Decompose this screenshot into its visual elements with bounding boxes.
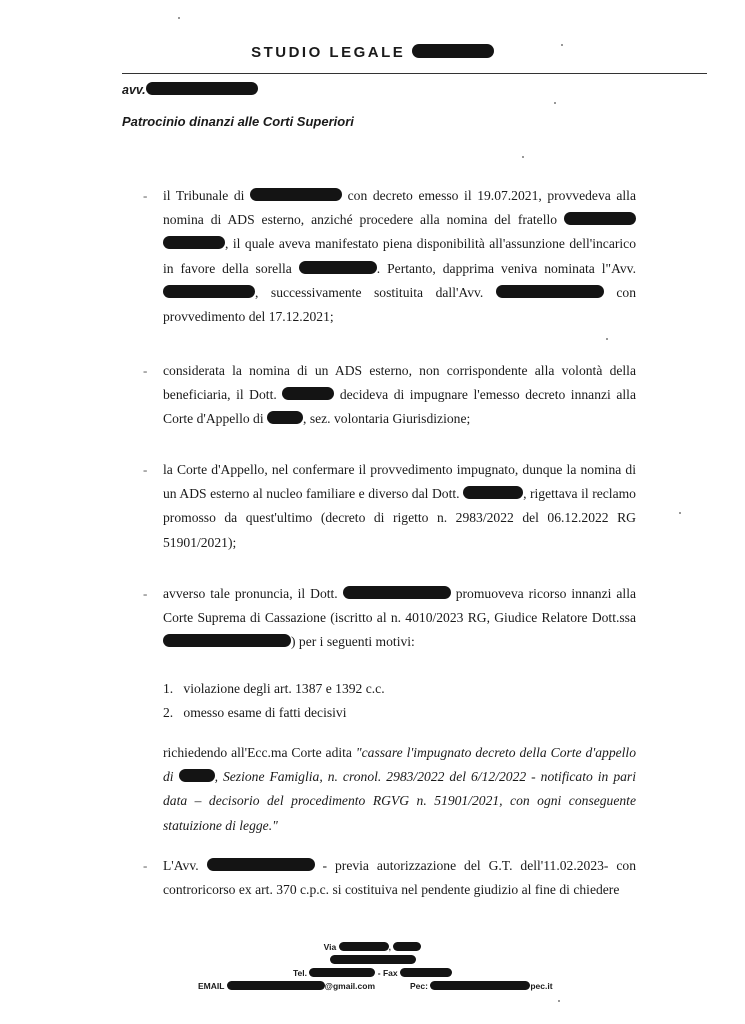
- text: considerata la nomina di un ADS esterno, non corrispondente alla volontà della beneficiaria, il Dott.: [163, 363, 636, 403]
- scan-speck: [606, 338, 608, 340]
- redacted-block: [207, 858, 315, 871]
- specialty-line: Patrocinio dinanzi alle Corti Superiori: [122, 114, 354, 129]
- paragraph-6: [163, 854, 636, 902]
- list-text: omesso esame di fatti decisivi: [183, 705, 347, 720]
- text: ) per i seguenti motivi:: [291, 634, 415, 650]
- text: richiedendo all'Ecc.ma Corte adita: [163, 745, 352, 760]
- redacted-block: [299, 261, 377, 274]
- text: . Pertanto, dapprima veniva nominata l"Avv.: [376, 260, 636, 276]
- paragraph-3: [163, 458, 636, 555]
- scan-speck: [558, 1000, 560, 1002]
- text: la Corte d'Appello, nel confermare il provvedimento impugnato, dunque la nomina di un ADS esterno al nucleo familiare e diverso dal Dott.: [163, 462, 636, 502]
- lawyer-name-line: [122, 82, 258, 97]
- text: , sez. volontaria Giurisdizione;: [303, 411, 471, 427]
- bullet-dash: -: [143, 462, 148, 477]
- email-label: EMAIL: [198, 981, 225, 991]
- scan-speck: [554, 102, 556, 104]
- letterhead-title: [0, 44, 745, 61]
- list-item: [163, 705, 347, 721]
- text: il quale aveva manifestato piena disponibilità all'assunzione dell'incarico in favore della sorella: [163, 236, 636, 276]
- footer-fax-label: - Fax: [377, 968, 398, 978]
- bullet-dash: -: [143, 363, 148, 378]
- redacted-block: [463, 486, 523, 499]
- redacted-block: [430, 981, 530, 990]
- redacted-block: [343, 586, 451, 599]
- paragraph-5: [163, 741, 636, 838]
- text: con decreto emesso il 19.07.2021, provvedeva alla nomina di ADS esterno, anziché procedere alla nomina del fratello: [163, 188, 636, 228]
- paragraph-1: il Tribunale di con decreto emesso il 19.07.2021, provvedeva alla nomina di ADS esterno, anziché procedere alla nomina del fratello , il quale aveva manifestato piena disponibilità all'assunzione dell'incarico in favore della sorella . Pertanto, dapprima veniva nominata l"Avv. , successivamente sostituita dall'Avv. con provvedimento del 17.12.2021;: [163, 188, 637, 325]
- quoted-text: , Sezione Famiglia, n. cronol. 2983/2022 del 6/12/2022 - notificato in pari data – decisorio del procedimento RGVG n. 51901/2021, con ogni conseguente statuizione di legge.": [163, 769, 636, 833]
- footer-tel-label: Tel.: [293, 968, 308, 978]
- redacted-block: [163, 285, 255, 298]
- quoted-text: "cassare l'impugnato decreto della Corte d'appello di: [163, 745, 636, 785]
- redacted-block: [282, 387, 334, 400]
- footer-address: Via ,: [0, 942, 745, 952]
- pec-domain: pec.it: [530, 981, 553, 991]
- redacted-block: [564, 212, 636, 225]
- redacted-block: [496, 285, 604, 298]
- redacted-block: [339, 942, 389, 951]
- redacted-block: [400, 968, 452, 977]
- redacted-block: [163, 634, 291, 647]
- redacted-block: [393, 942, 421, 951]
- firm-name: STUDIO LEGALE: [251, 44, 406, 61]
- text: L'Avv.: [163, 858, 199, 873]
- redacted-block: [227, 981, 325, 990]
- scan-speck: [679, 512, 681, 514]
- bullet-dash: -: [143, 188, 148, 203]
- text: , rigettava il reclamo promosso da quest'ultimo (decreto di rigetto n. 2983/2022 del 06.12.2022 RG 51901/2021);: [163, 486, 636, 550]
- paragraph-4: [163, 582, 636, 655]
- footer-pec: [410, 981, 553, 991]
- email-domain: @gmail.com: [324, 981, 375, 991]
- list-text: violazione degli art. 1387 e 1392 c.c.: [183, 681, 385, 696]
- text: il Tribunale di: [163, 188, 245, 203]
- redacted-block: [163, 236, 225, 249]
- redacted-block: [250, 188, 342, 201]
- scan-speck: [561, 44, 563, 46]
- redacted-block: [267, 411, 303, 424]
- redacted-block: [146, 82, 258, 95]
- list-number: 2.: [163, 705, 174, 720]
- bullet-dash: -: [143, 858, 148, 873]
- scan-speck: [522, 156, 524, 158]
- text: , successivamente sostituita dall'Avv.: [255, 284, 484, 300]
- footer-via: Via: [323, 942, 337, 952]
- text: promuoveva ricorso innanzi alla Corte Suprema di Cassazione (iscritto al n. 4010/2023 RG, Giudice Relatore Dott.ssa: [163, 586, 637, 626]
- paragraph-2: [163, 359, 636, 432]
- text: - previa autorizzazione del G.T. dell'11.02.2023- con controricorso ex art. 370 c.p.c. si costituiva nel pendente giudizio al fine di chiedere: [163, 858, 636, 898]
- text: decideva di impugnare l'emesso decreto innanzi alla Corte d'Appello di: [163, 387, 636, 427]
- pec-label: Pec:: [410, 981, 428, 991]
- lawyer-prefix: avv.: [122, 83, 146, 97]
- header-divider: [122, 73, 707, 74]
- redacted-block: [179, 769, 215, 782]
- redacted-block: [330, 955, 416, 964]
- footer-city: [0, 955, 745, 965]
- text: con provvedimento del 17.12.2021;: [163, 284, 637, 325]
- redacted-block: [412, 44, 494, 58]
- footer-email: [198, 981, 375, 991]
- text: avverso tale pronuncia, il Dott.: [163, 586, 338, 601]
- bullet-dash: -: [143, 586, 148, 601]
- scan-speck: [178, 17, 180, 19]
- list-number: 1.: [163, 681, 174, 696]
- redacted-block: [309, 968, 375, 977]
- footer-phone: [0, 968, 745, 978]
- list-item: [163, 681, 385, 697]
